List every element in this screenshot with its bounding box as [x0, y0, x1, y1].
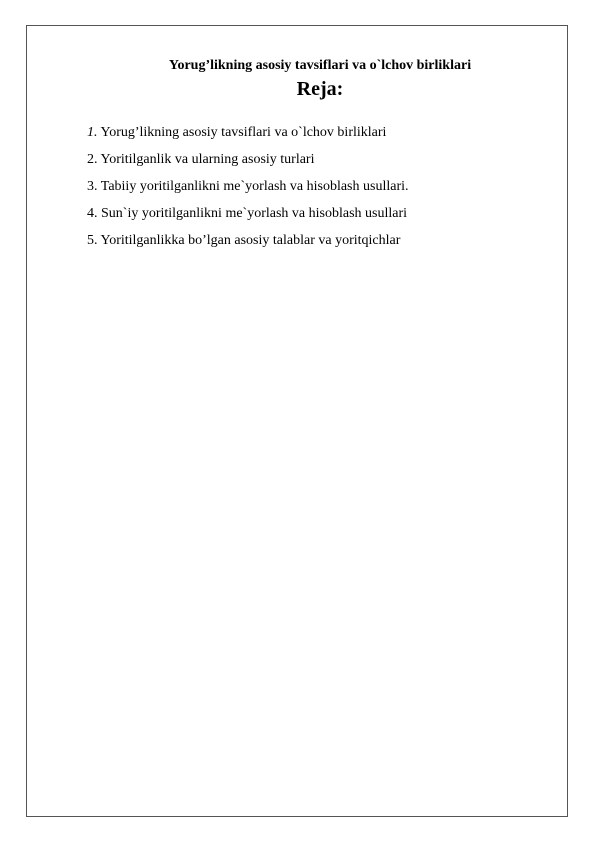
plan-item-number: 5.: [87, 233, 98, 248]
plan-item-number: 2.: [87, 152, 98, 167]
plan-list: [87, 124, 409, 259]
plan-item-1: [87, 124, 409, 142]
plan-item-number: 4.: [87, 206, 98, 221]
plan-item-number: 1.: [87, 125, 98, 140]
plan-item-number: 3.: [87, 179, 98, 194]
document-title: Yorug’likning asosiy tavsiflari va o`lchov birliklari: [168, 58, 472, 73]
plan-item-5: [87, 232, 409, 250]
plan-item-text: Yorug’likning asosiy tavsiflari va o`lchov birliklari: [100, 125, 387, 140]
plan-item-4: [87, 205, 409, 223]
plan-item-text: Yoritilganlik va ularning asosiy turlari: [100, 152, 315, 167]
plan-item-3: [87, 178, 409, 196]
plan-heading: Reja:: [296, 78, 344, 100]
plan-item-text: Sun`iy yoritilganlikni me`yorlash va hisoblash usullari: [101, 206, 408, 221]
plan-item-text: Yoritilganlikka bo’lgan asosiy talablar va yoritqichlar: [100, 233, 401, 248]
plan-item-text: Tabiiy yoritilganlikni me`yorlash va hisoblash usullari.: [100, 179, 409, 194]
plan-item-2: [87, 151, 409, 169]
